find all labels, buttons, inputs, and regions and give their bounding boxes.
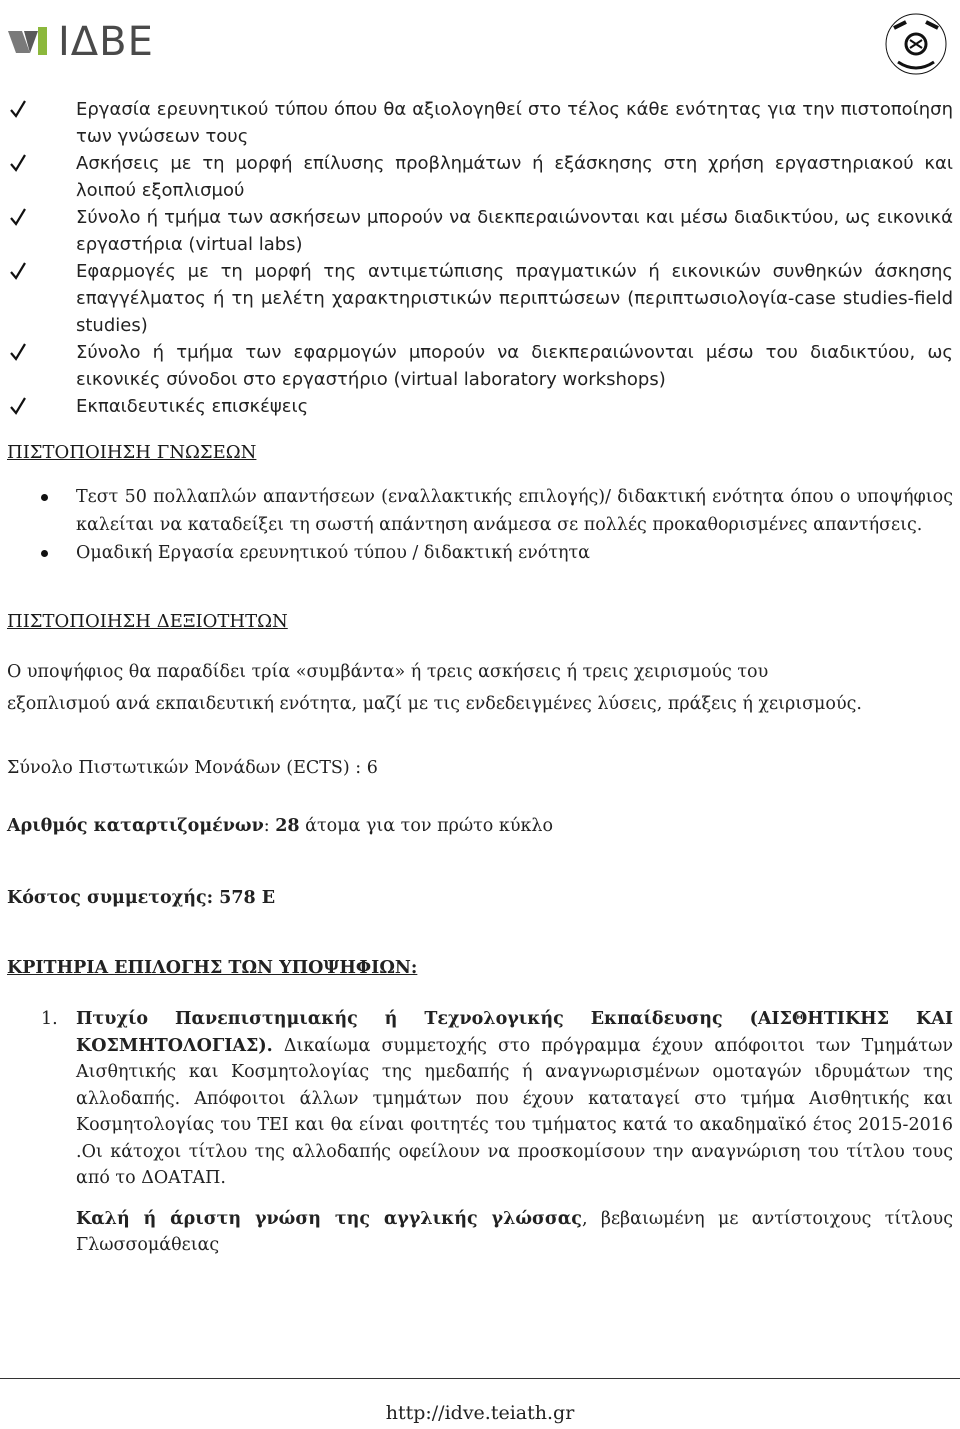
checklist-text: Ασκήσεις με τη μορφή επίλυσης προβλημάτων ή εξάσκησης στη χρήση εργαστηριακού και λοιπού εξοπλισμού: [76, 153, 953, 201]
list-item: [7, 204, 953, 258]
idve-logo-text: ΙΔΒΕ: [58, 19, 154, 65]
trainees-line: [7, 816, 953, 836]
criteria-list: [7, 1006, 953, 1192]
criteria-english: [7, 1206, 953, 1259]
list-number: 1.: [41, 1009, 58, 1029]
list-item: [7, 483, 953, 539]
list-item: [7, 393, 953, 420]
checklist-text: Εφαρμογές με τη μορφή της αντιμετώπισης πραγματικών ή εικονικών συνθηκών άσκησης επαγγέλματος ή τη μελέτη χαρακτηριστικών περιπτώσεων (περιπτωσιολογία-case studies-field studies): [76, 261, 953, 336]
footer-divider: [0, 1378, 960, 1379]
page-header: [0, 0, 960, 90]
bullet-text: Ομαδική Εργασία ερευνητικού τύπου / διδακτική ενότητα: [76, 543, 590, 563]
cost-value: : 578 Ε: [206, 888, 276, 908]
list-item: [7, 1006, 953, 1192]
check-icon: [9, 342, 27, 362]
list-item: [7, 539, 953, 567]
criteria-heading: ΚΡΙΤΗΡΙΑ ΕΠΙΛΟΓΗΣ ΤΩΝ ΥΠΟΨΗΦΙΩΝ:: [7, 958, 418, 978]
checklist-text: Σύνολο ή τμήμα των ασκήσεων μπορούν να διεκπεραιώνονται και μέσω διαδικτύου, ως εικονικά εργαστήρια (virtual labs): [76, 207, 953, 255]
list-item: [7, 150, 953, 204]
list-item: [7, 339, 953, 393]
idve-logo-mark-icon: [8, 23, 48, 61]
knowledge-cert-list: [7, 483, 953, 567]
bullet-icon: [41, 494, 48, 501]
ects-text: Σύνολο Πιστωτικών Μονάδων (ECTS) : 6: [7, 758, 378, 778]
checklist-text: Σύνολο ή τμήμα των εφαρμογών μπορούν να διεκπεραιώνονται μέσω του διαδικτύου, ως εικονικές σύνοδοι στο εργαστήριο (virtual laboratory workshops): [76, 342, 953, 390]
cost-line: [7, 888, 953, 908]
check-icon: [9, 99, 27, 119]
footer-url[interactable]: http://idve.teiath.gr: [385, 1402, 575, 1424]
trainees-value: 28: [275, 816, 300, 836]
skills-cert-line-1: Ο υποψήφιος θα παραδίδει τρία «συμβάντα» ή τρεις ασκήσεις ή τρεις χειρισμούς του: [7, 662, 769, 682]
check-icon: [9, 153, 27, 173]
cost-label: Κόστος συμμετοχής: [7, 888, 207, 908]
trainees-rest: άτομα για τον πρώτο κύκλο: [305, 816, 554, 836]
check-icon: [9, 396, 27, 416]
method-checklist: [7, 96, 953, 420]
list-item: [7, 258, 953, 339]
criteria-english-text: , βεβαιωμένη με αντίστοιχους τίτλους Γλωσσομάθειας: [76, 1208, 953, 1255]
check-icon: [9, 261, 27, 281]
trainees-label: Αριθμός καταρτιζομένων: [7, 816, 264, 836]
tei-athens-logo-icon: [884, 12, 948, 76]
bullet-text: Τεστ 50 πολλαπλών απαντήσεων (εναλλακτικής επιλογής)/ διδακτική ενότητα όπου ο υποψήφιος καλείται να καταδείξει τη σωστή απάντηση ανάμεσα σε πολλές προκαθορισμένες απαντήσεις.: [76, 487, 953, 535]
skills-cert-heading: ΠΙΣΤΟΠΟΙΗΣΗ ΔΕΞΙΟΤΗΤΩΝ: [7, 611, 288, 632]
criteria-degree-bold: Πτυχίο Πανεπιστημιακής ή Τεχνολογικής Εκπαίδευσης (ΑΙΣΘΗΤΙΚΗΣ ΚΑΙ ΚΟΣΜΗΤΟΛΟΓΙΑΣ).: [76, 1009, 953, 1056]
trainees-colon: :: [263, 816, 270, 836]
knowledge-cert-heading: ΠΙΣΤΟΠΟΙΗΣΗ ΓΝΩΣΕΩΝ: [7, 442, 257, 463]
checklist-text: Εργασία ερευνητικού τύπου όπου θα αξιολογηθεί στο τέλος κάθε ενότητας για την πιστοποίηση των γνώσεων τους: [76, 99, 953, 147]
idve-logo: [8, 19, 154, 65]
check-icon: [9, 207, 27, 227]
criteria-english-bold: Καλή ή άριστη γνώση της αγγλικής γλώσσας: [76, 1208, 582, 1229]
criteria-degree-text: Δικαίωμα συμμετοχής στο πρόγραμμα έχουν απόφοιτοι των Τμημάτων Αισθητικής και Κοσμητολογίας της ημεδαπής ή αναγνωρισμένων ομοταγών ιδρυμάτων της αλλοδαπής. Απόφοιτοι άλλων τμημάτων που έχουν καταταγεί στο τμήμα Αισθητικής και Κοσμητολογίας του ΤΕΙ και θα είναι φοιτητές του τμήματος κατά το ακαδημαϊκό έτος 2015-2016 .Οι κάτοχοι τίτλου της αλλοδαπής οφείλουν να προσκομίσουν την αναγνώριση του τίτλου τους από το ΔΟΑΤΑΠ.: [76, 1035, 953, 1188]
checklist-text: Εκπαιδευτικές επισκέψεις: [76, 396, 309, 417]
skills-cert-line-2: εξοπλισμού ανά εκπαιδευτική ενότητα, μαζί με τις ενδεδειγμένες λύσεις, πράξεις ή χειρισμούς.: [7, 694, 862, 714]
list-item: [7, 96, 953, 150]
bullet-icon: [41, 550, 48, 557]
page-content: [7, 96, 953, 1259]
